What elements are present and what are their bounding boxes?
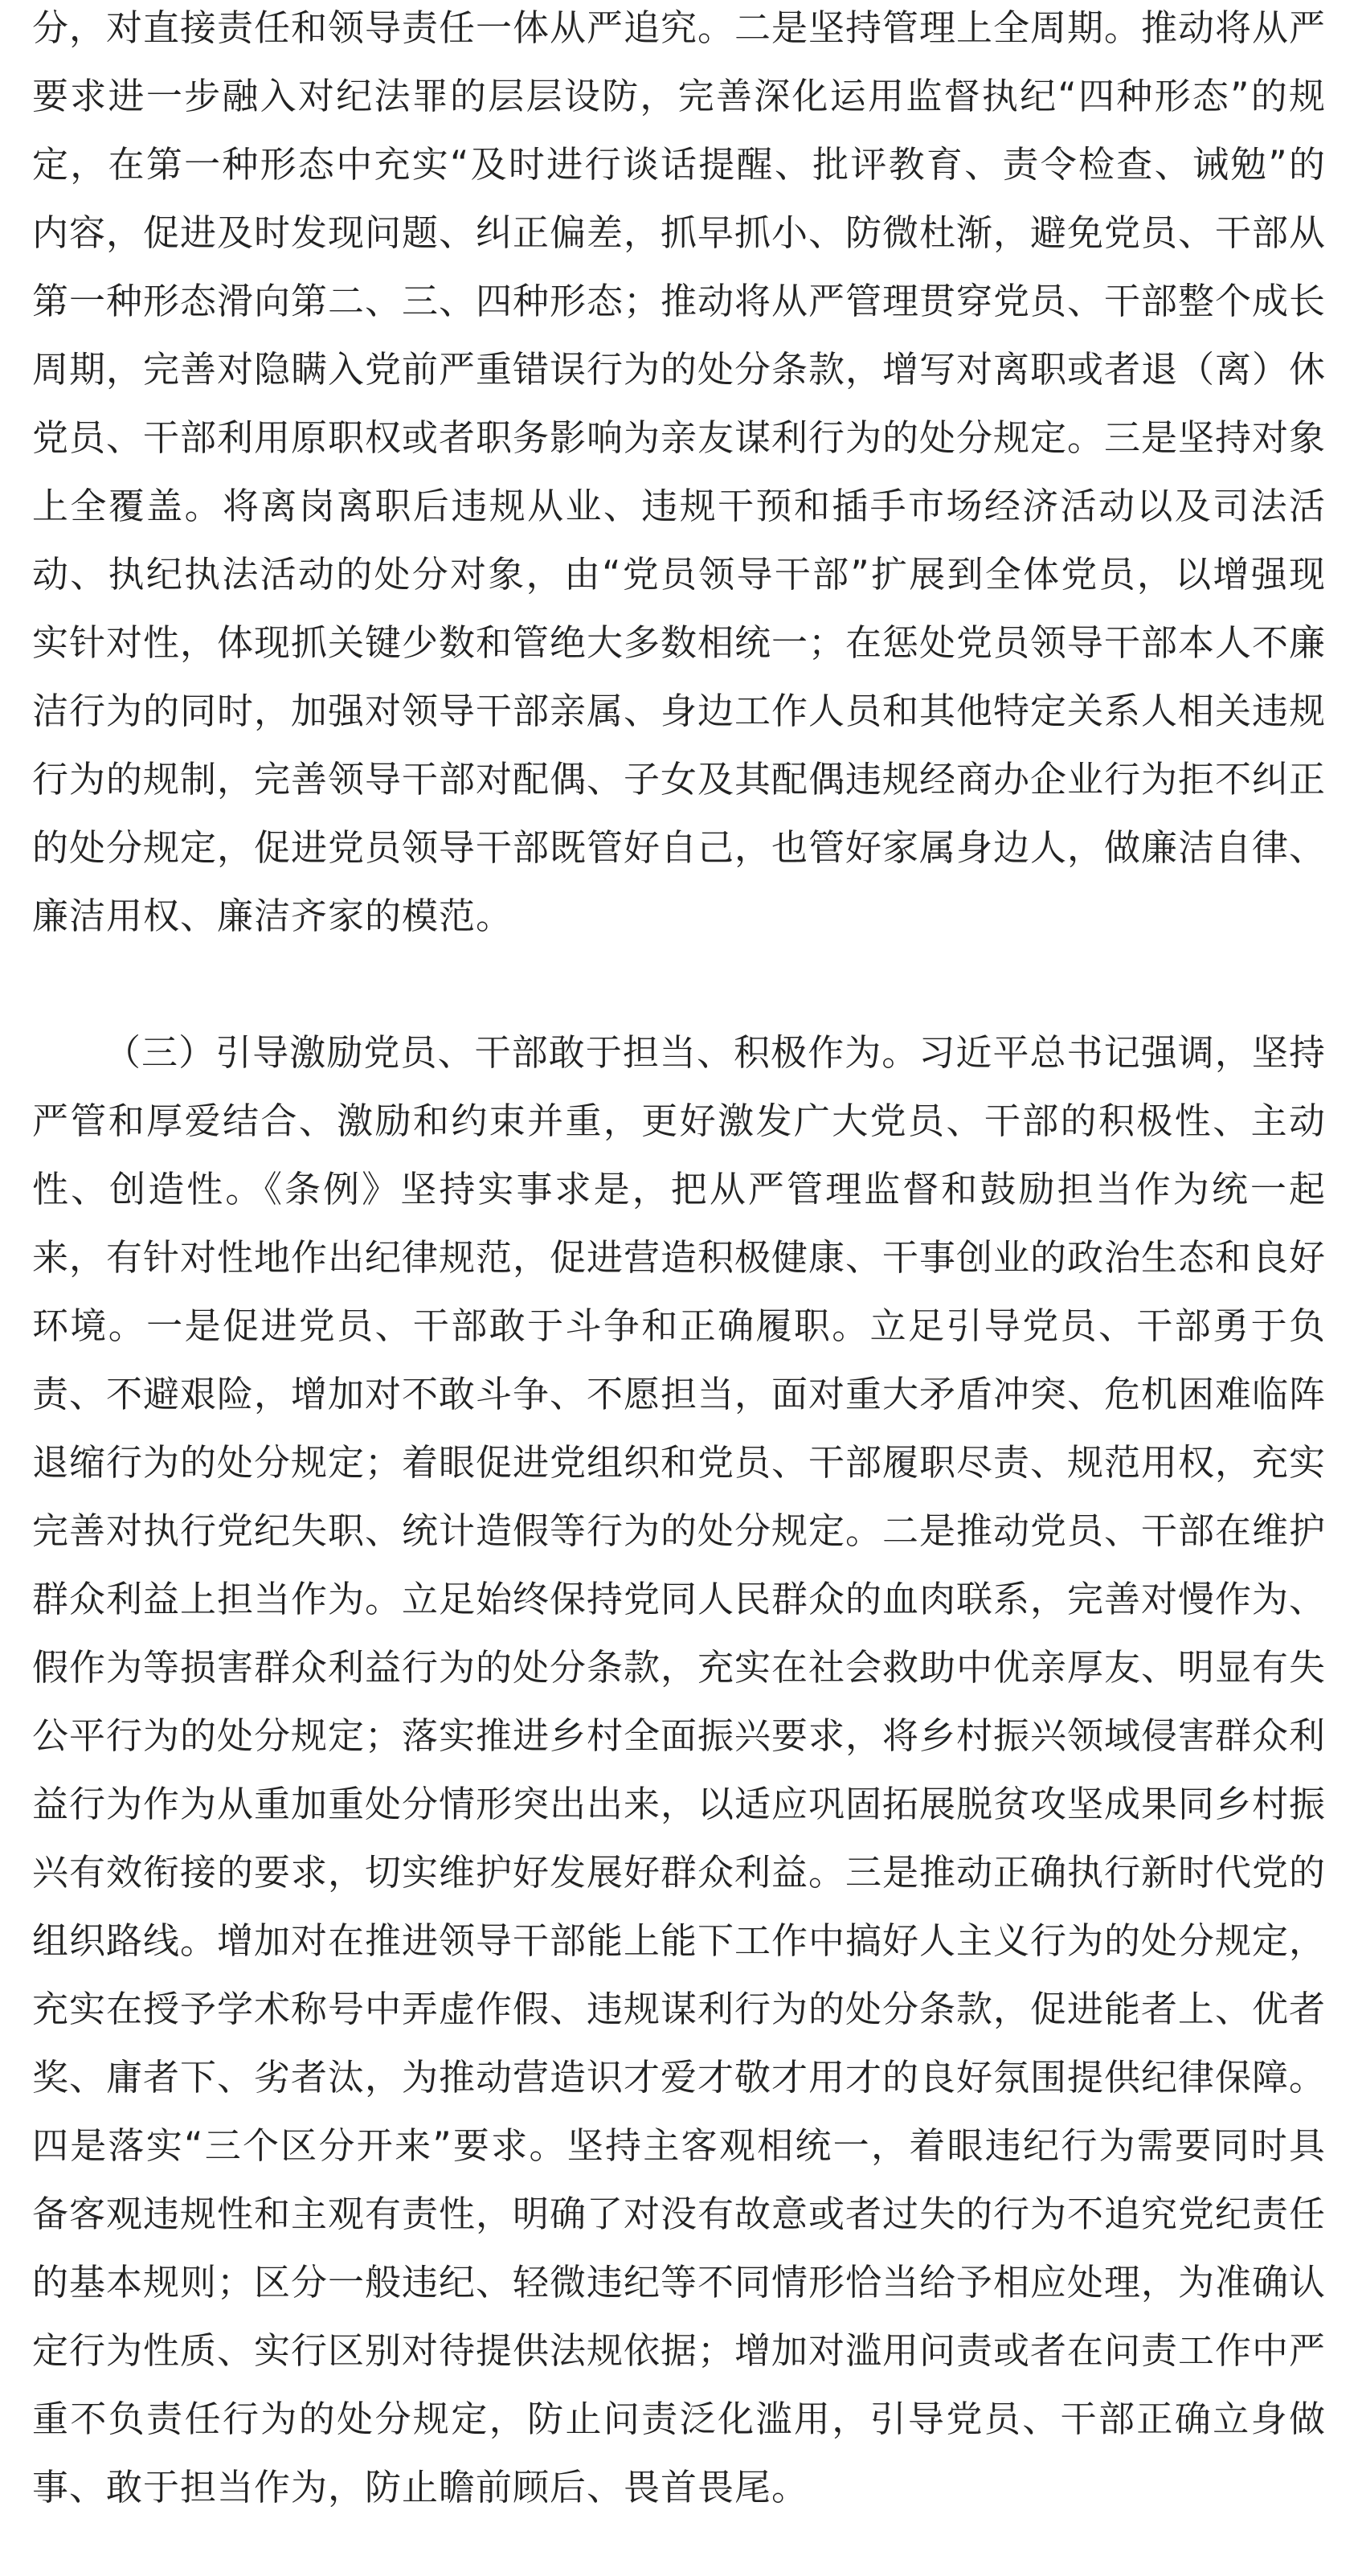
paragraph-section-three: （三）引导激励党员、干部敢于担当、积极作为。习近平总书记强调，坚持严管和厚爱结合、激励和约束并重，更好激发广大党员、干部的积极性、主动性、创造性。《条例》坚持实事求是，把从严管理监督和鼓励担当作为统一起来，有针对性地作出纪律规范，促进营造积极健康、干事创业的政治生态和良好环境。一是促进党员、干部敢于斗争和正确履职。立足引导党员、干部勇于负责、不避艰险，增加对不敢斗争、不愿担当，面对重大矛盾冲突、危机困难临阵退缩行为的处分规定；着眼促进党组织和党员、干部履职尽责、规范用权，充实完善对执行党纪失职、统计造假等行为的处分规定。二是推动党员、干部在维护群众利益上担当作为。立足始终保持党同人民群众的血肉联系，完善对慢作为、假作为等损害群众利益行为的处分条款，充实在社会救助中优亲厚友、明显有失公平行为的处分规定；落实推进乡村全面振兴要求，将乡村振兴领域侵害群众利益行为作为从重加重处分情形突出出来，以适应巩固拓展脱贫攻坚成果同乡村振兴有效衔接的要求，切实维护好发展好群众利益。三是推动正确执行新时代党的组织路线。增加对在推进领导干部能上能下工作中搞好人主义行为的处分规定，充实在授予学术称号中弄虚作假、违规谋利行为的处分条款，促进能者上、优者奖、庸者下、劣者汰，为推动营造识才爱才敬才用才的良好氛围提供纪律保障。四是落实“三个区分开来”要求。坚持主客观相统一，着眼违纪行为需要同时具备客观违规性和主观有责性，明确了对没有故意或者过失的行为不追究党纪责任的基本规则；区分一般违纪、轻微违纪等不同情形恰当给予相应处理，为准确认定行为性质、实行区别对待提供法规依据；增加对滥用问责或者在问责工作中严重不负责任行为的处分规定，防止问责泛化滥用，引导党员、干部正确立身做事、敢于担当作为，防止瞻前顾后、畏首畏尾。	[32, 1031, 1327, 2508]
paragraph-continued: 分，对直接责任和领导责任一体从严追究。二是坚持管理上全周期。推动将从严要求进一步融入对纪法罪的层层设防，完善深化运用监督执纪“四种形态”的规定，在第一种形态中充实“及时进行谈话提醒、批评教育、责令检查、诫勉”的内容，促进及时发现问题、纠正偏差，抓早抓小、防微杜渐，避免党员、干部从第一种形态滑向第二、三、四种形态；推动将从严管理贯穿党员、干部整个成长周期，完善对隐瞒入党前严重错误行为的处分条款，增写对离职或者退（离）休党员、干部利用原职权或者职务影响为亲友谋利行为的处分规定。三是坚持对象上全覆盖。将离岗离职后违规从业、违规干预和插手市场经济活动以及司法活动、执纪执法活动的处分对象，由“党员领导干部”扩展到全体党员，以增强现实针对性，体现抓关键少数和管绝大多数相统一；在惩处党员领导干部本人不廉洁行为的同时，加强对领导干部亲属、身边工作人员和其他特定关系人相关违规行为的规制，完善领导干部对配偶、子女及其配偶违规经商办企业行为拒不纠正的处分规定，促进党员领导干部既管好自己，也管好家属身边人，做廉洁自律、廉洁用权、廉洁齐家的模范。	[32, 6, 1327, 937]
